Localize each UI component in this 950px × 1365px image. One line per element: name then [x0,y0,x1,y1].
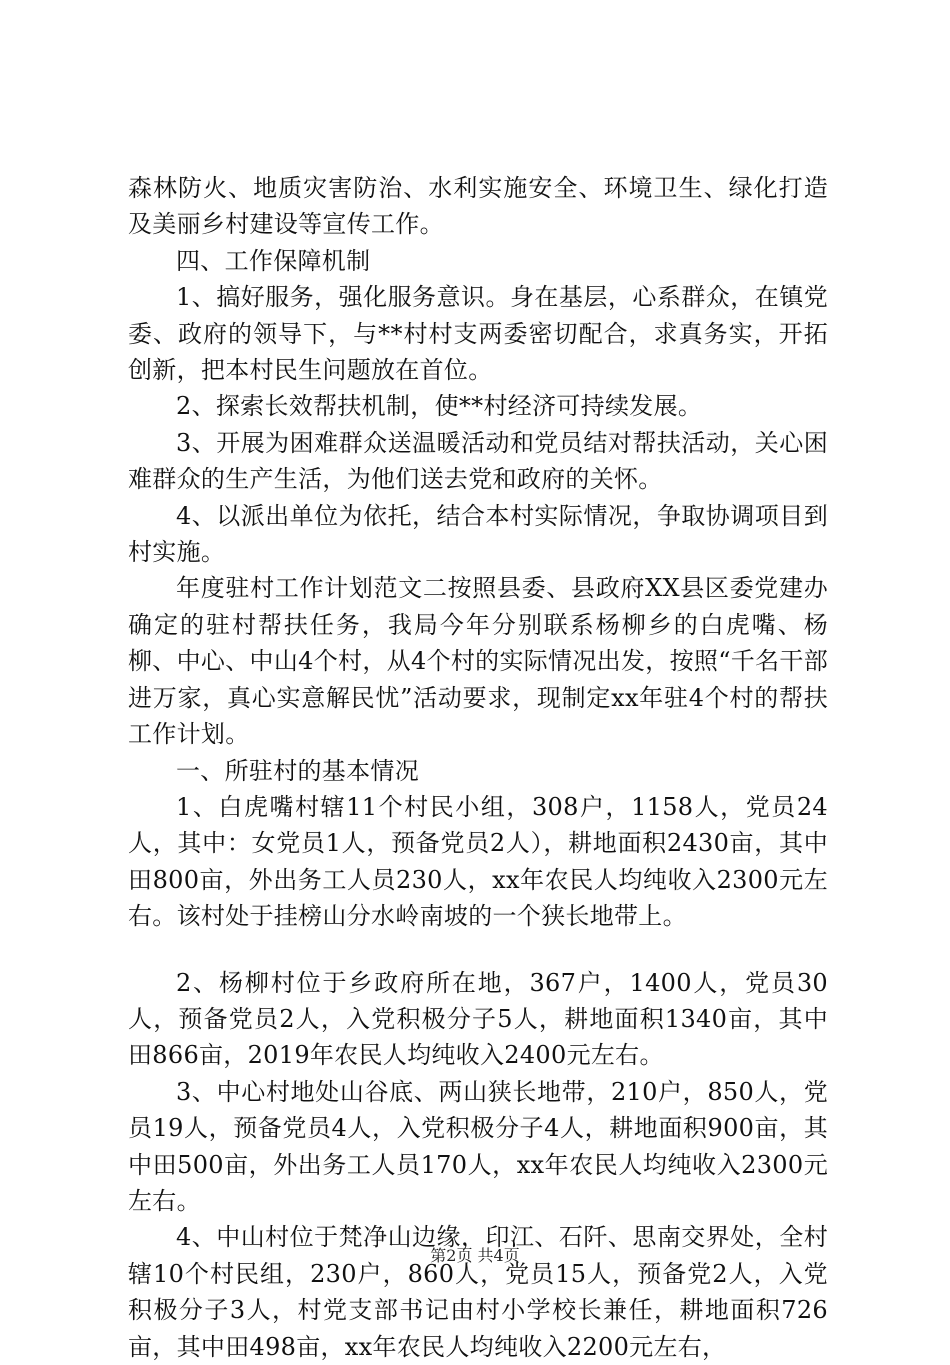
list-item-service: 1、搞好服务，强化服务意识。身在基层，心系群众，在镇党委、政府的领导下，与**村村支两委密切配合，求真务实，开拓创新，把本村民生问题放在首位。 [128,283,828,385]
list-item-projects: 4、以派出单位为依托，结合本村实际情况，争取协调项目到村实施。 [128,501,828,567]
paragraph-continuation: 森林防火、地质灾害防治、水利实施安全、环境卫生、绿化打造及美丽乡村建设等宣传工作。 [128,174,828,239]
section-heading-village-basics: 一、所驻村的基本情况 [176,756,419,785]
list-item-mechanism: 2、探索长效帮扶机制，使**村经济可持续发展。 [176,392,703,421]
list-item-zhongshan-village: 4、中山村位于梵净山边缘，印江、石阡、思南交界处，全村辖10个村民组，230户，860人，党员15人，预备党2人，入党积极分子3人，村党支部书记由村小学校长兼任，耕地面积726亩，其中田498亩，xx年农民人均纯收入2200元左右， [128,1223,828,1361]
list-item-zhongxin-village: 3、中心村地处山谷底、两山狭长地带，210户，850人，党员19人，预备党员4人，入党积极分子4人，耕地面积900亩，其中田500亩，外出务工人员170人，xx年农民人均纯收入2300元左右。 [128,1077,828,1215]
paragraph-plan-two-intro: 年度驻村工作计划范文二按照县委、县政府XX县区委党建办确定的驻村帮扶任务，我局今年分别联系杨柳乡的白虎嘴、杨柳、中心、中山4个村，从4个村的实际情况出发，按照“千名干部进万家，真心实意解民忧”活动要求，现制定xx年驻4个村的帮扶工作计划。 [128,574,828,749]
section-heading-work-guarantee: 四、工作保障机制 [176,246,371,275]
list-item-baihuzui-village: 1、白虎嘴村辖11个村民小组，308户，1158人，党员24人，其中：女党员1人，预备党员2人），耕地面积2430亩，其中田800亩，外出务工人员230人，xx年农民人均纯收入2300元左右。该村处于挂榜山分水岭南坡的一个狭长地带上。 [128,792,828,931]
list-item-warmth-activity: 3、开展为困难群众送温暖活动和党员结对帮扶活动，关心困难群众的生产生活，为他们送去党和政府的关怀。 [128,428,828,494]
document-body [128,170,828,1365]
list-item-yangliu-village: 2、杨柳村位于乡政府所在地，367户，1400人，党员30人，预备党员2人，入党积极分子5人，耕地面积1340亩，其中田866亩，2019年农民人均纯收入2400元左右。 [128,968,828,1070]
page-number-footer: 第2页 共4页 [430,1246,520,1265]
